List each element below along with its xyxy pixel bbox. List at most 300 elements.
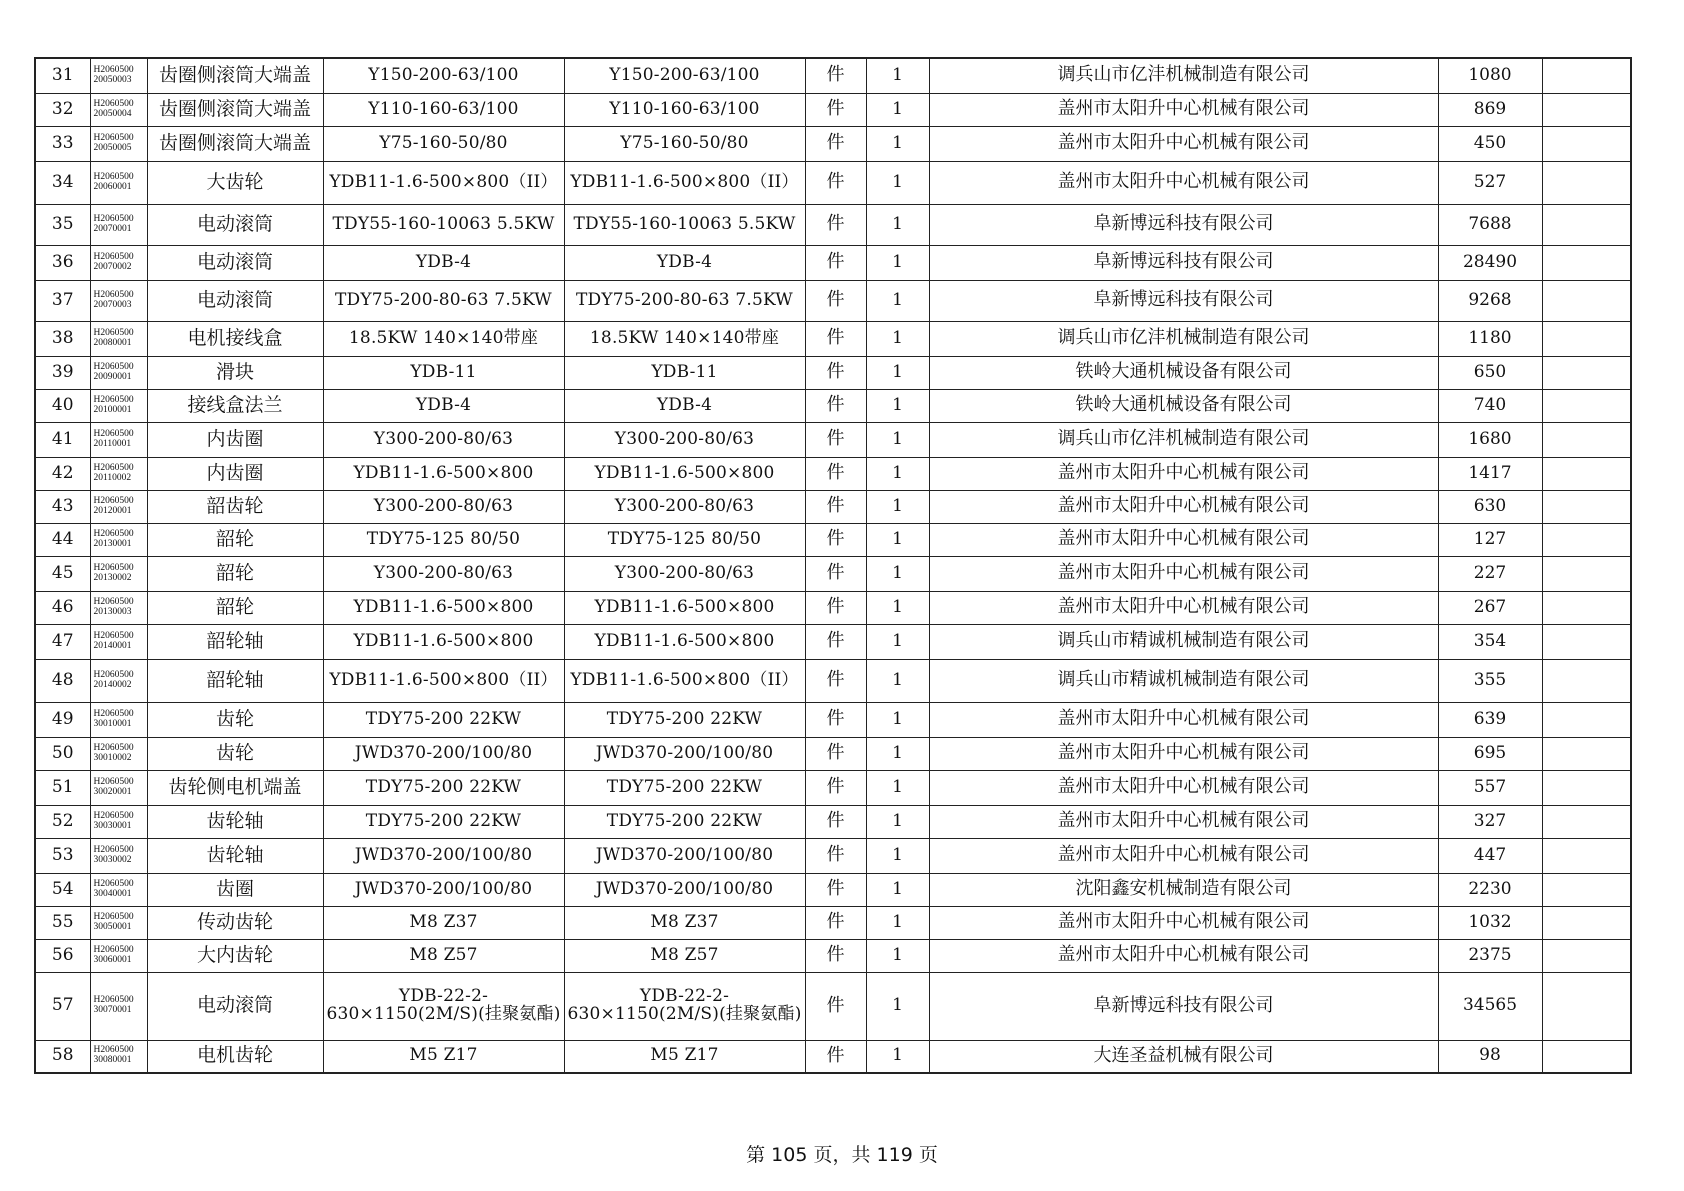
supplier: 盖州市太阳升中心机械有限公司 [929, 126, 1438, 161]
material-code-line: 30030002 [93, 854, 132, 865]
quantity: 1 [866, 873, 929, 906]
unit: 件 [805, 204, 866, 245]
row-number: 58 [35, 1040, 90, 1073]
spec-model: Y75-160-50/80 [323, 126, 564, 161]
spec-model: Y300-200-80/63 [323, 490, 564, 523]
part-name: 韶轮 [147, 556, 323, 591]
table-row [35, 972, 1631, 1040]
quantity: 1 [866, 737, 929, 770]
material-code [90, 422, 147, 457]
table-row [35, 805, 1631, 838]
supplier: 盖州市太阳升中心机械有限公司 [929, 805, 1438, 838]
table-row [35, 245, 1631, 280]
unit: 件 [805, 523, 866, 556]
supplier: 盖州市太阳升中心机械有限公司 [929, 556, 1438, 591]
price: 695 [1438, 737, 1542, 770]
table-row [35, 1040, 1631, 1073]
spec-model: TDY75-200 22KW [323, 702, 564, 737]
remark [1542, 58, 1631, 93]
remark [1542, 204, 1631, 245]
quantity: 1 [866, 280, 929, 321]
material-code-line: 20110002 [93, 472, 132, 483]
unit: 件 [805, 321, 866, 356]
material-code-line: 20130002 [93, 572, 132, 583]
material-code-line: H2060500 [93, 995, 134, 1006]
material-code-line: H2060500 [93, 708, 134, 719]
spec-model: YDB-4 [323, 389, 564, 422]
price: 1032 [1438, 906, 1542, 939]
material-code-line: H2060500 [93, 911, 134, 922]
supplier: 大连圣益机械有限公司 [929, 1040, 1438, 1073]
material-code-line: H2060500 [93, 495, 134, 506]
spec-model: YDB11-1.6-500×800（II） [323, 161, 564, 204]
table-row [35, 389, 1631, 422]
quantity: 1 [866, 939, 929, 972]
quantity: 1 [866, 906, 929, 939]
row-number: 48 [35, 659, 90, 702]
remark [1542, 591, 1631, 624]
material-code-line: 30010001 [93, 718, 132, 729]
price: 354 [1438, 624, 1542, 659]
part-name: 齿圈侧滚筒大端盖 [147, 93, 323, 126]
unit: 件 [805, 906, 866, 939]
row-number: 55 [35, 906, 90, 939]
spec-model-2: TDY75-200-80-63 7.5KW [564, 280, 805, 321]
table-row [35, 939, 1631, 972]
material-code-line: 30060001 [93, 954, 132, 965]
price: 1080 [1438, 58, 1542, 93]
quantity: 1 [866, 126, 929, 161]
part-name: 传动齿轮 [147, 906, 323, 939]
price: 7688 [1438, 204, 1542, 245]
part-name: 接线盒法兰 [147, 389, 323, 422]
part-name: 齿轮 [147, 737, 323, 770]
unit: 件 [805, 556, 866, 591]
remark [1542, 457, 1631, 490]
quantity: 1 [866, 356, 929, 389]
material-code-line: 30010002 [93, 752, 132, 763]
material-code-line: 20120001 [93, 505, 132, 516]
unit: 件 [805, 737, 866, 770]
spec-model-2: YDB11-1.6-500×800（II） [564, 659, 805, 702]
row-number: 46 [35, 591, 90, 624]
supplier: 调兵山市精诚机械制造有限公司 [929, 624, 1438, 659]
material-code-line: H2060500 [93, 596, 134, 607]
part-name: 韶轮轴 [147, 624, 323, 659]
table-row [35, 422, 1631, 457]
material-code-line: H2060500 [93, 171, 134, 182]
unit: 件 [805, 838, 866, 873]
supplier: 盖州市太阳升中心机械有限公司 [929, 838, 1438, 873]
quantity: 1 [866, 624, 929, 659]
supplier: 盖州市太阳升中心机械有限公司 [929, 93, 1438, 126]
material-code-line: H2060500 [93, 630, 134, 641]
unit: 件 [805, 280, 866, 321]
row-number: 39 [35, 356, 90, 389]
unit: 件 [805, 591, 866, 624]
spec-model-2: M5 Z17 [564, 1040, 805, 1073]
unit: 件 [805, 939, 866, 972]
row-number: 44 [35, 523, 90, 556]
quantity: 1 [866, 702, 929, 737]
supplier: 盖州市太阳升中心机械有限公司 [929, 457, 1438, 490]
row-number: 43 [35, 490, 90, 523]
table-row [35, 490, 1631, 523]
material-code [90, 805, 147, 838]
row-number: 33 [35, 126, 90, 161]
material-code-line: H2060500 [93, 98, 134, 109]
spec-model-2: TDY75-200 22KW [564, 770, 805, 805]
spec-model: YDB11-1.6-500×800 [323, 624, 564, 659]
table-row [35, 737, 1631, 770]
quantity: 1 [866, 321, 929, 356]
table-row [35, 58, 1631, 93]
part-name: 韶轮 [147, 523, 323, 556]
material-code-line: 20130003 [93, 606, 132, 617]
part-name: 电动滚筒 [147, 280, 323, 321]
table-row [35, 280, 1631, 321]
material-code-line: 30070001 [93, 1005, 132, 1015]
part-name: 滑块 [147, 356, 323, 389]
supplier: 沈阳鑫安机械制造有限公司 [929, 873, 1438, 906]
material-code [90, 624, 147, 659]
price: 227 [1438, 556, 1542, 591]
material-code-line: H2060500 [93, 810, 134, 821]
spec-model-2: TDY75-125 80/50 [564, 523, 805, 556]
spec-model: Y300-200-80/63 [323, 556, 564, 591]
material-code [90, 737, 147, 770]
material-code-line: 20050004 [93, 108, 132, 119]
material-code-line: 30080001 [93, 1055, 132, 1066]
spec-model-2: JWD370-200/100/80 [564, 737, 805, 770]
material-code [90, 245, 147, 280]
remark [1542, 939, 1631, 972]
table-row [35, 873, 1631, 906]
material-code-line: H2060500 [93, 428, 134, 439]
quantity: 1 [866, 58, 929, 93]
remark [1542, 245, 1631, 280]
price: 447 [1438, 838, 1542, 873]
material-code [90, 389, 147, 422]
table-row [35, 93, 1631, 126]
row-number: 51 [35, 770, 90, 805]
material-code-line: H2060500 [93, 562, 134, 573]
material-code [90, 702, 147, 737]
material-code [90, 280, 147, 321]
table-row [35, 356, 1631, 389]
spec-model: TDY75-200 22KW [323, 805, 564, 838]
price: 450 [1438, 126, 1542, 161]
spec-model: M8 Z57 [323, 939, 564, 972]
spec-model-2: 18.5KW 140×140带座 [564, 321, 805, 356]
row-number: 38 [35, 321, 90, 356]
spec-model: YDB-4 [323, 245, 564, 280]
spec-model: Y150-200-63/100 [323, 58, 564, 93]
part-name: 齿轮轴 [147, 838, 323, 873]
supplier: 阜新博远科技有限公司 [929, 245, 1438, 280]
table-row [35, 906, 1631, 939]
spec-model: JWD370-200/100/80 [323, 737, 564, 770]
unit: 件 [805, 389, 866, 422]
unit: 件 [805, 422, 866, 457]
spec-model: TDY75-125 80/50 [323, 523, 564, 556]
spec-model-2: YDB11-1.6-500×800 [564, 457, 805, 490]
table-row [35, 624, 1631, 659]
material-code-line: H2060500 [93, 394, 134, 405]
spec-model: YDB11-1.6-500×800 [323, 591, 564, 624]
price: 527 [1438, 161, 1542, 204]
spec-model: JWD370-200/100/80 [323, 838, 564, 873]
material-code-line: H2060500 [93, 213, 134, 224]
remark [1542, 805, 1631, 838]
row-number: 49 [35, 702, 90, 737]
part-name: 韶轮 [147, 591, 323, 624]
spec-model: M8 Z37 [323, 906, 564, 939]
material-code [90, 873, 147, 906]
quantity: 1 [866, 245, 929, 280]
material-code [90, 659, 147, 702]
row-number: 52 [35, 805, 90, 838]
spec-model: Y300-200-80/63 [323, 422, 564, 457]
material-code-line: H2060500 [93, 251, 134, 262]
row-number: 54 [35, 873, 90, 906]
spec-model-2: Y75-160-50/80 [564, 126, 805, 161]
remark [1542, 161, 1631, 204]
material-code [90, 457, 147, 490]
part-name: 齿轮轴 [147, 805, 323, 838]
price: 1417 [1438, 457, 1542, 490]
material-code [90, 906, 147, 939]
unit: 件 [805, 702, 866, 737]
spec-model-2: Y300-200-80/63 [564, 422, 805, 457]
quantity: 1 [866, 770, 929, 805]
material-code-line: 20100001 [93, 404, 132, 415]
remark [1542, 873, 1631, 906]
spec-model-2: M8 Z57 [564, 939, 805, 972]
supplier: 铁岭大通机械设备有限公司 [929, 389, 1438, 422]
part-name: 齿圈侧滚筒大端盖 [147, 126, 323, 161]
material-code-line: H2060500 [93, 669, 134, 680]
remark [1542, 1040, 1631, 1073]
part-name: 电机接线盒 [147, 321, 323, 356]
quantity: 1 [866, 490, 929, 523]
quantity: 1 [866, 204, 929, 245]
remark [1542, 702, 1631, 737]
part-name: 齿圈 [147, 873, 323, 906]
material-code-line: 20110001 [93, 438, 132, 449]
row-number: 53 [35, 838, 90, 873]
row-number: 32 [35, 93, 90, 126]
row-number: 56 [35, 939, 90, 972]
remark [1542, 490, 1631, 523]
material-code [90, 161, 147, 204]
remark [1542, 556, 1631, 591]
page-number: 第 105 页，共 119 页 [746, 1144, 938, 1166]
supplier: 调兵山市亿沣机械制造有限公司 [929, 58, 1438, 93]
unit: 件 [805, 972, 866, 1040]
part-name: 大齿轮 [147, 161, 323, 204]
spec-model-2: TDY75-200 22KW [564, 702, 805, 737]
remark [1542, 838, 1631, 873]
material-code-line: 20050003 [93, 74, 132, 85]
part-name: 韶齿轮 [147, 490, 323, 523]
table-body [35, 58, 1631, 1073]
spec-model-2: JWD370-200/100/80 [564, 838, 805, 873]
unit: 件 [805, 490, 866, 523]
row-number: 34 [35, 161, 90, 204]
part-name: 电机齿轮 [147, 1040, 323, 1073]
material-code [90, 939, 147, 972]
material-code [90, 356, 147, 389]
price: 740 [1438, 389, 1542, 422]
price: 28490 [1438, 245, 1542, 280]
row-number: 35 [35, 204, 90, 245]
supplier: 盖州市太阳升中心机械有限公司 [929, 161, 1438, 204]
supplier: 铁岭大通机械设备有限公司 [929, 356, 1438, 389]
table-row [35, 161, 1631, 204]
row-number: 57 [35, 972, 90, 1040]
quantity: 1 [866, 1040, 929, 1073]
material-code-line: H2060500 [93, 361, 134, 372]
material-code [90, 204, 147, 245]
table-row [35, 702, 1631, 737]
material-code-line: H2060500 [93, 132, 134, 143]
material-code [90, 490, 147, 523]
material-code [90, 556, 147, 591]
quantity: 1 [866, 659, 929, 702]
part-name: 齿圈侧滚筒大端盖 [147, 58, 323, 93]
table-row [35, 591, 1631, 624]
parts-price-table [34, 57, 1632, 1074]
material-code-line: H2060500 [93, 528, 134, 539]
table-row [35, 457, 1631, 490]
remark [1542, 737, 1631, 770]
spec-model: M5 Z17 [323, 1040, 564, 1073]
material-code [90, 523, 147, 556]
unit: 件 [805, 93, 866, 126]
part-name: 齿轮 [147, 702, 323, 737]
unit: 件 [805, 126, 866, 161]
unit: 件 [805, 770, 866, 805]
price: 355 [1438, 659, 1542, 702]
supplier: 盖州市太阳升中心机械有限公司 [929, 770, 1438, 805]
unit: 件 [805, 805, 866, 838]
material-code-line: H2060500 [93, 64, 134, 75]
material-code-line: 30040001 [93, 888, 132, 899]
spec-model: YDB-11 [323, 356, 564, 389]
material-code-line: H2060500 [93, 844, 134, 855]
material-code-line: H2060500 [93, 944, 134, 955]
part-name: 电动滚筒 [147, 972, 323, 1040]
spec-model: TDY75-200 22KW [323, 770, 564, 805]
spec-model-2: TDY75-200 22KW [564, 805, 805, 838]
material-code-line: 20080001 [93, 337, 132, 348]
row-number: 31 [35, 58, 90, 93]
unit: 件 [805, 1040, 866, 1073]
material-code-line: 30050001 [93, 921, 132, 932]
unit: 件 [805, 873, 866, 906]
supplier: 盖州市太阳升中心机械有限公司 [929, 591, 1438, 624]
material-code [90, 58, 147, 93]
row-number: 41 [35, 422, 90, 457]
spec-model-2: M8 Z37 [564, 906, 805, 939]
part-name: 内齿圈 [147, 457, 323, 490]
material-code-line: 20070002 [93, 261, 132, 272]
material-code-line: H2060500 [93, 1045, 134, 1056]
material-code [90, 770, 147, 805]
remark [1542, 126, 1631, 161]
price: 630 [1438, 490, 1542, 523]
remark [1542, 321, 1631, 356]
spec-model: YDB11-1.6-500×800 [323, 457, 564, 490]
material-code-line: H2060500 [93, 878, 134, 889]
material-code [90, 93, 147, 126]
material-code-line: H2060500 [93, 327, 134, 338]
quantity: 1 [866, 389, 929, 422]
material-code [90, 591, 147, 624]
price: 34565 [1438, 972, 1542, 1040]
remark [1542, 659, 1631, 702]
spec-model-2: Y300-200-80/63 [564, 556, 805, 591]
supplier: 调兵山市亿沣机械制造有限公司 [929, 422, 1438, 457]
price: 557 [1438, 770, 1542, 805]
material-code-line: 20090001 [93, 371, 132, 382]
spec-model-2: Y110-160-63/100 [564, 93, 805, 126]
material-code [90, 838, 147, 873]
part-name: 韶轮轴 [147, 659, 323, 702]
quantity: 1 [866, 161, 929, 204]
remark [1542, 770, 1631, 805]
material-code-line: 20130001 [93, 538, 132, 549]
material-code-line: 20050005 [93, 142, 132, 153]
unit: 件 [805, 245, 866, 280]
material-code-line: 30030001 [93, 820, 132, 831]
remark [1542, 280, 1631, 321]
quantity: 1 [866, 972, 929, 1040]
unit: 件 [805, 356, 866, 389]
remark [1542, 422, 1631, 457]
price: 9268 [1438, 280, 1542, 321]
part-name: 齿轮侧电机端盖 [147, 770, 323, 805]
remark [1542, 356, 1631, 389]
spec-model-2: TDY55-160-10063 5.5KW [564, 204, 805, 245]
material-code-line: 20070001 [93, 223, 132, 234]
quantity: 1 [866, 457, 929, 490]
spec-model-2: YDB-4 [564, 245, 805, 280]
part-name: 电动滚筒 [147, 245, 323, 280]
material-code-line: H2060500 [93, 462, 134, 473]
supplier: 盖州市太阳升中心机械有限公司 [929, 939, 1438, 972]
table-row [35, 126, 1631, 161]
spec-model-2: YDB-11 [564, 356, 805, 389]
material-code [90, 126, 147, 161]
material-code-line: H2060500 [93, 742, 134, 753]
unit: 件 [805, 58, 866, 93]
table-row [35, 556, 1631, 591]
material-code-line: 20060001 [93, 181, 132, 192]
price: 98 [1438, 1040, 1542, 1073]
quantity: 1 [866, 838, 929, 873]
quantity: 1 [866, 591, 929, 624]
table-row [35, 838, 1631, 873]
supplier: 调兵山市精诚机械制造有限公司 [929, 659, 1438, 702]
row-number: 50 [35, 737, 90, 770]
material-code-line: 30020001 [93, 786, 132, 797]
row-number: 47 [35, 624, 90, 659]
spec-model: Y110-160-63/100 [323, 93, 564, 126]
remark [1542, 972, 1631, 1040]
unit: 件 [805, 161, 866, 204]
